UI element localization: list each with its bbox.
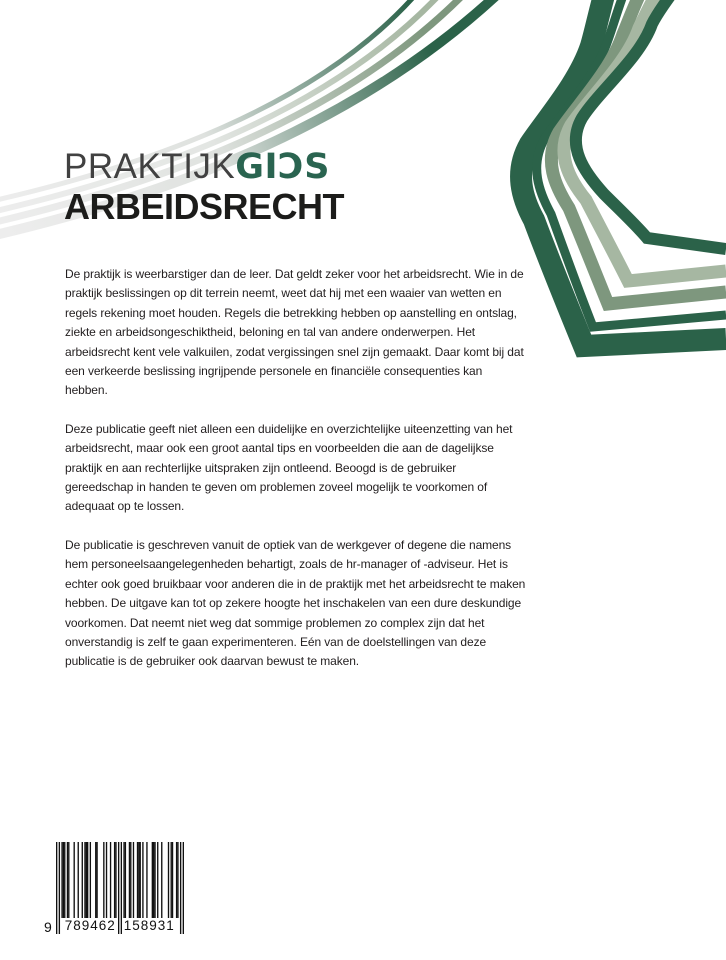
- series-suffix: GIƆS: [235, 147, 330, 187]
- barcode-lead-digit: 9: [44, 919, 52, 935]
- series-title: [64, 148, 344, 186]
- paragraph-3: De publicatie is geschreven vanuit de optiek van de werkgever of degene die namens hem personeelsaangelegenheden behartigt, zoals de hr-manager of -adviseur. Het is echter ook goed bruikbaar voor anderen die in de praktijk met het arbeidsrecht te maken hebben. De uitgave kan tot op zekere hoogte het inschakelen van een dure deskundige voorkomen. Dat neemt niet weg dat sommige problemen zo complex zijn dat het onverstandig is zelf te gaan experimenteren. Eén van de doelstellingen van deze publicatie is de gebruiker ook daarvan bewust te maken.: [65, 537, 526, 669]
- barcode-left-digits: 789462: [64, 918, 116, 933]
- paragraph-1: De praktijk is weerbarstiger dan de leer. Dat geldt zeker voor het arbeidsrecht. Wie in de praktijk beslissingen op dit terrein neemt, weet dat hij met een waaier van wetten en regels rekening moet houden. Regels die betrekking hebben op aanstelling en ontslag, ziekte en arbeidsongeschiktheid, beloning en tal van andere onderwerpen. Het arbeidsrecht kent vele valkuilen, zodat vergissingen snel zijn gemaakt. Daar komt bij dat een verkeerde beslissing ingrijpende personele en financiële consequenties kan hebben.: [65, 267, 524, 398]
- back-cover-text: [65, 265, 527, 691]
- barcode-bars: [56, 842, 184, 934]
- barcode-right-digits: 158931: [123, 918, 175, 933]
- paragraph-2: Deze publicatie geeft niet alleen een duidelijke en overzichtelijke uiteenzetting van het arbeidsrecht, maar ook een groot aantal tips en voorbeelden die aan de dagelijkse praktijk en aan rechterlijke uitspraken zijn ontleend. Beoogd is de gebruiker gereedschap in handen te geven om problemen zoveel mogelijk te voorkomen of adequaat op te lossen.: [65, 421, 513, 514]
- series-prefix: PRAKTIJK: [64, 147, 236, 186]
- book-title: ARBEIDSRECHT: [64, 186, 345, 227]
- stripes-curve-leg: [521, 0, 726, 346]
- title-block: [64, 148, 344, 228]
- barcode: [44, 842, 184, 934]
